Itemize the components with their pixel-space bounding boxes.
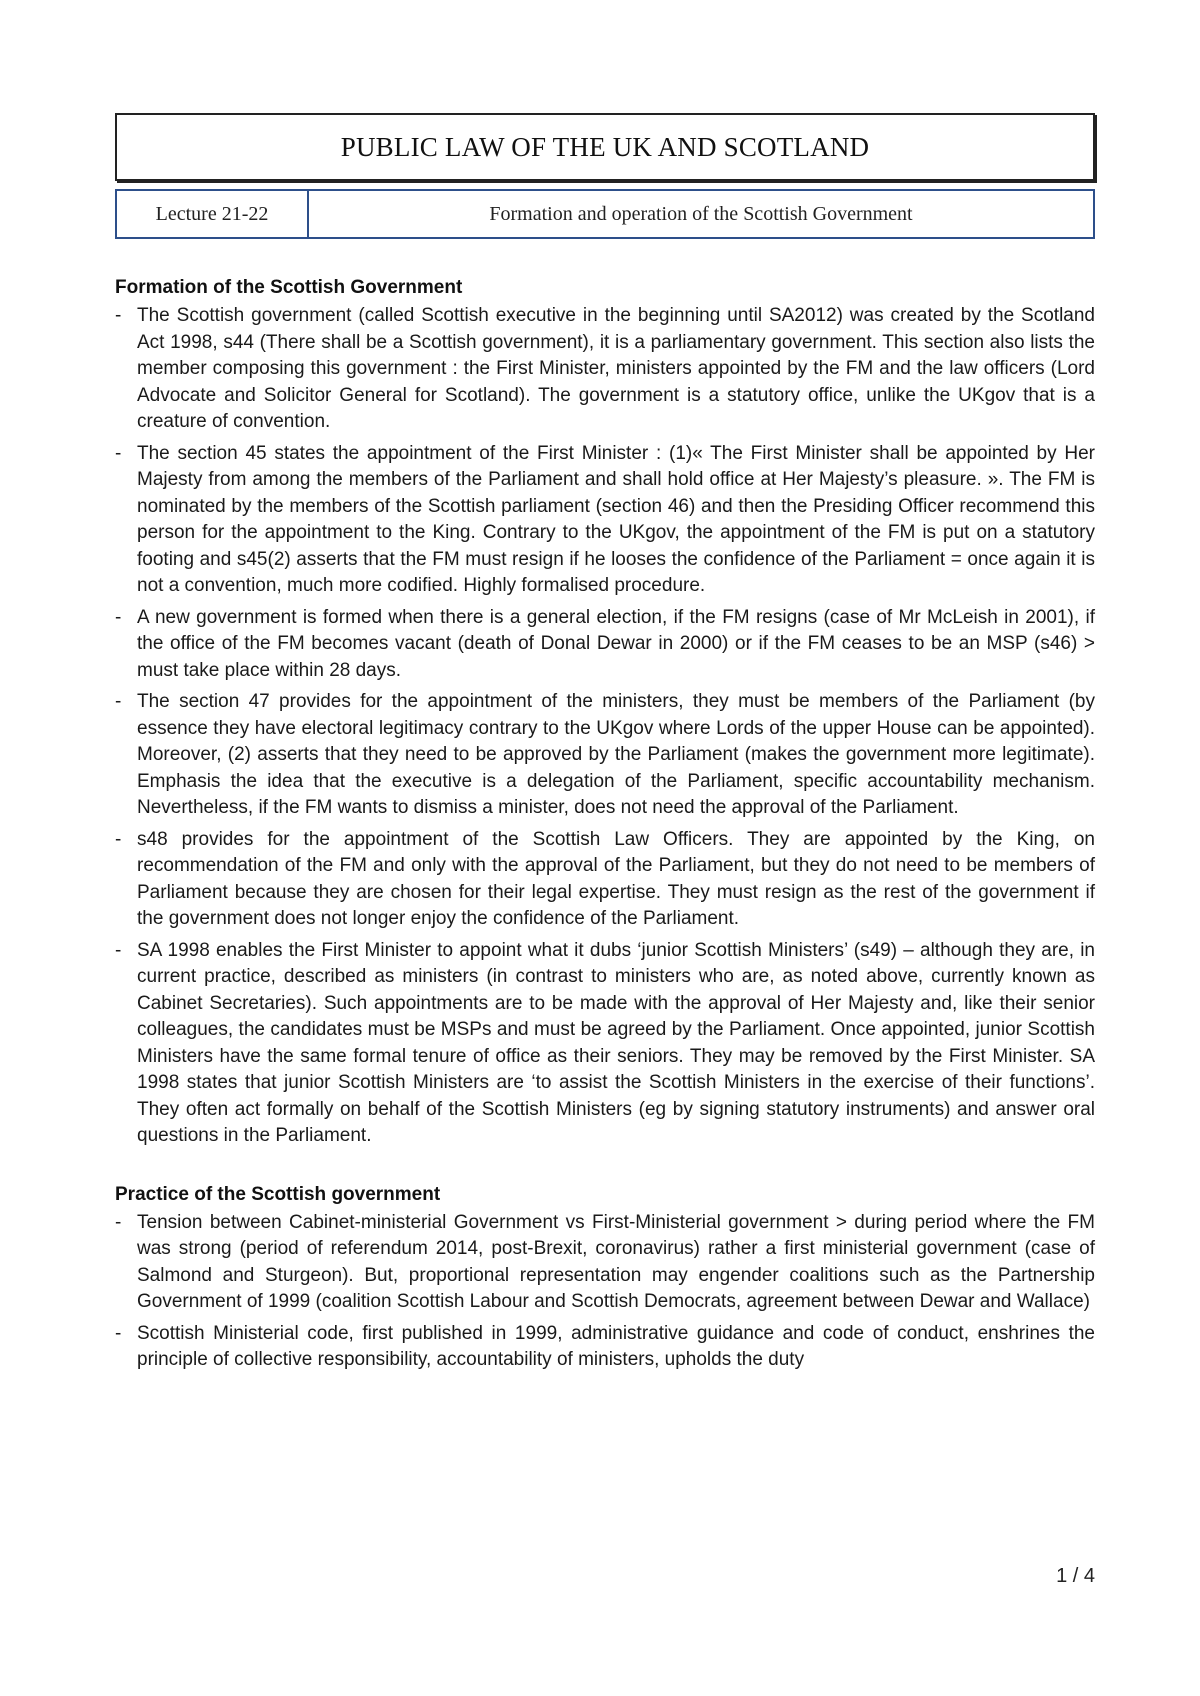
list-item (115, 1210, 1095, 1316)
title-box (115, 113, 1095, 181)
list-item (115, 827, 1095, 933)
page-number: 1 / 4 (1056, 1565, 1095, 1587)
list-item-text: The section 45 states the appointment of the First Minister : (1)« The First Minister shall be appointed by Her Majesty from among the members of the Parliament and shall hold office at Her Majesty’s pleasure. ». The FM is nominated by the members of the Scottish parliament (section 46) and then the Presiding Officer recommend this person for the appointment to the King. Contrary to the UKgov, the appointment of the FM is put on a statutory footing and s45(2) asserts that the FM must resign if he looses the confidence of the Parliament = once again it is not a convention, much more codified. Highly formalised procedure. (137, 442, 1095, 596)
document-title: PUBLIC LAW OF THE UK AND SCOTLAND (340, 131, 870, 162)
list-item (115, 441, 1095, 600)
list-item (115, 938, 1095, 1150)
list-item-text: The section 47 provides for the appointment of the ministers, they must be members of the Parliament (by essence they have electoral legitimacy contrary to the UKgov where Lords of the upper House can be appointed). Moreover, (2) asserts that they need to be approved by the Parliament (makes the government more legitimate). Emphasis the idea that the executive is a delegation of the Parliament, specific accountability mechanism. Nevertheless, if the FM wants to dismiss a minister, does not need the approval of the Parliament. (137, 691, 1095, 818)
list-item (115, 689, 1095, 822)
bullet-dash: - (115, 1322, 122, 1344)
bullet-dash: - (115, 606, 122, 628)
bullet-dash: - (115, 305, 122, 326)
lecture-topic: Formation and operation of the Scottish Government (489, 202, 913, 225)
list-item (115, 1321, 1095, 1374)
document-page (115, 113, 1095, 1379)
bullet-dash: - (115, 828, 122, 850)
list-item-text: s48 provides for the appointment of the Scottish Law Officers. They are appointed by the King, on recommendation of the FM and only with the approval of the Parliament, but they do not need to be members of Parliament because they are chosen for their legal expertise. They must resign as the rest of the government if the government does not longer enjoy the confidence of the Parliament. (137, 828, 1095, 929)
practice-bullet-list (115, 1210, 1095, 1374)
list-item (115, 303, 1095, 436)
list-item-text: The Scottish government (called Scottish executive in the beginning until SA2012) was created by the Scotland Act 1998, s44 (There shall be a Scottish government), it is a parliamentary government. This section also lists the member composing this government : the First Minister, ministers appointed by the FM and the law officers (Lord Advocate and Solicitor General for Scotland). The government is a statutory office, unlike the UKgov that is a creature of convention. (137, 305, 1095, 432)
lecture-info-row (115, 189, 1095, 239)
list-item-text: Scottish Ministerial code, first published in 1999, administrative guidance and code of conduct, enshrines the principle of collective responsibility, accountability of ministers, upholds the duty (137, 1322, 1095, 1370)
bullet-dash: - (115, 1211, 122, 1233)
section-heading-formation: Formation of the Scottish Government (115, 277, 463, 298)
bullet-dash: - (115, 691, 122, 712)
list-item-text: Tension between Cabinet-ministerial Government vs First-Ministerial government > during period where the FM was strong (period of referendum 2014, post-Brexit, coronavirus) rather a first ministerial government (case of Salmond and Sturgeon). But, proportional representation may engender coalitions such as the Partnership Government of 1999 (coalition Scottish Labour and Scottish Democrats, agreement between Dewar and Wallace) (137, 1211, 1095, 1312)
list-item (115, 605, 1095, 685)
list-item-text: A new government is formed when there is a general election, if the FM resigns (case of Mr McLeish in 2001), if the office of the FM becomes vacant (death of Donal Dewar in 2000) or if the FM ceases to be an MSP (s46) > must take place within 28 days. (137, 606, 1095, 681)
bullet-dash: - (115, 939, 122, 961)
formation-bullet-list (115, 303, 1095, 1150)
lecture-number: Lecture 21-22 (117, 191, 309, 237)
list-item-text: SA 1998 enables the First Minister to appoint what it dubs ‘junior Scottish Ministers’ (s49) – although they are, in current practice, described as ministers (in contrast to ministers who are, as noted above, currently known as Cabinet Secretaries). Such appointments are to be made with the approval of Her Majesty and, like their senior colleagues, the candidates must be MSPs and must be agreed by the Parliament. Once appointed, junior Scottish Ministers have the same formal tenure of office as their seniors. They may be removed by the First Minister. SA 1998 states that junior Scottish Ministers are ‘to assist the Scottish Ministers in the exercise of their functions’. They often act formally on behalf of the Scottish Ministers (eg by signing statutory instruments) and answer oral questions in the Parliament. (137, 939, 1095, 1146)
bullet-dash: - (115, 442, 122, 464)
section-heading-practice: Practice of the Scottish government (115, 1183, 441, 1205)
